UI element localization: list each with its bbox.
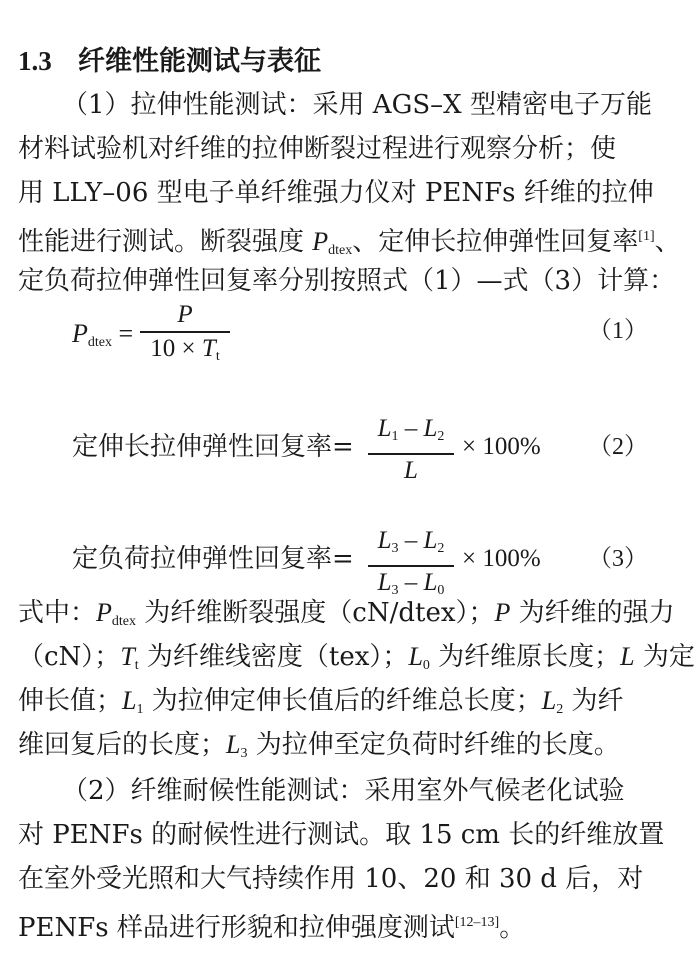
defs-line2 (18, 640, 695, 683)
eq1-number: （1） (588, 318, 648, 344)
defs-l1-c: 为纤维的强力 (510, 598, 675, 628)
defs-line4 (18, 728, 682, 771)
var-p-dtex: P (312, 227, 329, 256)
para2-line1: （2）纤维耐候性能测试：采用室外气候老化试验 (62, 776, 625, 806)
eq1-lhs (72, 317, 133, 360)
eq3-fraction (368, 526, 454, 606)
eq2-den: L (404, 456, 418, 484)
defs-l4-var: L (226, 730, 241, 759)
eq3-tail: × 100% (462, 545, 541, 572)
para1-line1: （1）拉伸性能测试：采用 AGS–X 型精密电子万能 (62, 90, 652, 120)
eq3-num-a-sub: 3 (391, 541, 399, 556)
eq1-den-a: 10 × (150, 334, 202, 362)
defs-l1-var2: P (494, 598, 511, 627)
eq1-lhs-var: P (72, 319, 88, 348)
sub-dtex: dtex (328, 243, 353, 258)
eq3-numerator (368, 526, 454, 564)
eq2-num-a-sub: 1 (391, 429, 399, 444)
para2-line4-b: 。 (499, 913, 526, 943)
eq3-num-a: L (377, 527, 392, 554)
eq2-lhs: 定伸长拉伸弹性回复率= (72, 432, 354, 462)
defs-l4-sub: 3 (240, 746, 248, 761)
para1-line4 (18, 220, 682, 268)
eq1-fraction (140, 300, 230, 372)
eq3-num-b-sub: 2 (437, 541, 445, 556)
para2-line4-a: PENFs 样品进行形貌和拉伸强度测试 (18, 913, 455, 943)
para1-line4-text-a: 性能进行测试。断裂强度 (18, 227, 313, 257)
defs-l3-b: 为拉伸定伸长值后的纤维总长度； (143, 686, 542, 716)
equation-3 (0, 526, 700, 596)
defs-line3 (18, 684, 682, 727)
eq2-denominator (368, 456, 454, 486)
para2-line3: 在室外受光照和大气持续作用 10、20 和 30 d 后，对 (18, 864, 644, 894)
defs-l3-c: 为纤 (563, 686, 624, 716)
eq2-fraction-bar (368, 453, 454, 455)
defs-l1-a: 式中： (18, 598, 97, 628)
eq2-num-b: L (423, 415, 438, 442)
eq2-number: （2） (588, 434, 648, 460)
eq2-num-op: – (398, 415, 424, 442)
para1-line2: 材料试验机对纤维的拉伸断裂过程进行观察分析；使 (18, 134, 617, 164)
equation-1 (0, 300, 700, 370)
defs-l2-c: 为纤维原长度； (429, 642, 621, 672)
defs-l2-sub: t (134, 658, 139, 673)
defs-line1 (18, 596, 682, 639)
citation-ref-2: [12–13] (454, 915, 500, 930)
defs-l1-var: P (96, 598, 112, 627)
eq3-num-b: L (423, 527, 438, 554)
defs-l2-d: 为定 (634, 642, 695, 672)
defs-l3-sub2: 2 (556, 702, 564, 717)
defs-l4-a: 维回复后的长度； (18, 730, 227, 760)
eq3-den-op: – (398, 568, 424, 596)
eq1-eq-sign: = (112, 319, 134, 348)
defs-l4-b: 为拉伸至定负荷时纤维的长度。 (247, 730, 620, 760)
eq3-den-a: L (377, 568, 392, 596)
eq1-den-sub: t (215, 348, 220, 364)
defs-l1-b: 为纤维断裂强度（cN/dtex）； (136, 598, 495, 628)
eq2-tail: × 100% (462, 433, 541, 460)
defs-l1-sub: dtex (111, 614, 137, 629)
para1-line4-text-c: 、 (654, 227, 681, 257)
eq1-numerator (140, 300, 230, 330)
equation-2 (0, 414, 700, 484)
citation-ref: [1] (638, 229, 655, 244)
defs-l3-a: 伸长值； (18, 686, 123, 716)
eq1-lhs-sub: dtex (87, 335, 112, 350)
para2-line2: 对 PENFs 的耐候性进行测试。取 15 cm 长的纤维放置 (18, 820, 665, 850)
defs-l2-b: 为纤维线密度（tex）； (138, 642, 409, 672)
para1-line4-text-b: 、定伸长拉伸弹性回复率 (352, 227, 639, 257)
eq3-den-b-sub: 0 (437, 582, 445, 598)
eq2-num-b-sub: 2 (437, 429, 445, 444)
defs-l3-sub: 1 (136, 702, 144, 717)
eq3-number: （3） (588, 546, 648, 572)
eq1-denominator (140, 334, 230, 372)
eq3-den-a-sub: 3 (391, 582, 399, 598)
para2-line4 (18, 906, 682, 945)
eq2-fraction (368, 414, 454, 486)
defs-l2-var3: L (620, 642, 635, 671)
eq1-numerator-var: P (177, 301, 193, 328)
section-number: 1.3 (18, 46, 52, 76)
section-heading (18, 44, 682, 79)
eq3-lhs: 定负荷拉伸弹性回复率= (72, 544, 354, 574)
defs-l3-var2: L (541, 686, 557, 715)
eq3-num-op: – (398, 527, 424, 554)
eq3-fraction-bar (368, 565, 454, 567)
eq1-fraction-bar (140, 331, 230, 333)
eq2-numerator (368, 414, 454, 452)
defs-l2-var: T (120, 642, 135, 671)
para1-line5: 定负荷拉伸弹性回复率分别按照式（1）—式（3）计算： (18, 266, 676, 296)
section-title: 纤维性能测试与表征 (78, 46, 321, 77)
eq3-den-b: L (423, 568, 438, 596)
defs-l2-a: （cN）； (18, 642, 121, 672)
defs-l2-sub2: 0 (422, 658, 430, 673)
para1-line3: 用 LLY–06 型电子单纤维强力仪对 PENFs 纤维的拉伸 (18, 178, 654, 208)
defs-l3-var: L (122, 686, 137, 715)
eq2-num-a: L (377, 415, 392, 442)
eq1-den-var: T (201, 334, 216, 362)
defs-l2-var2: L (408, 642, 423, 671)
